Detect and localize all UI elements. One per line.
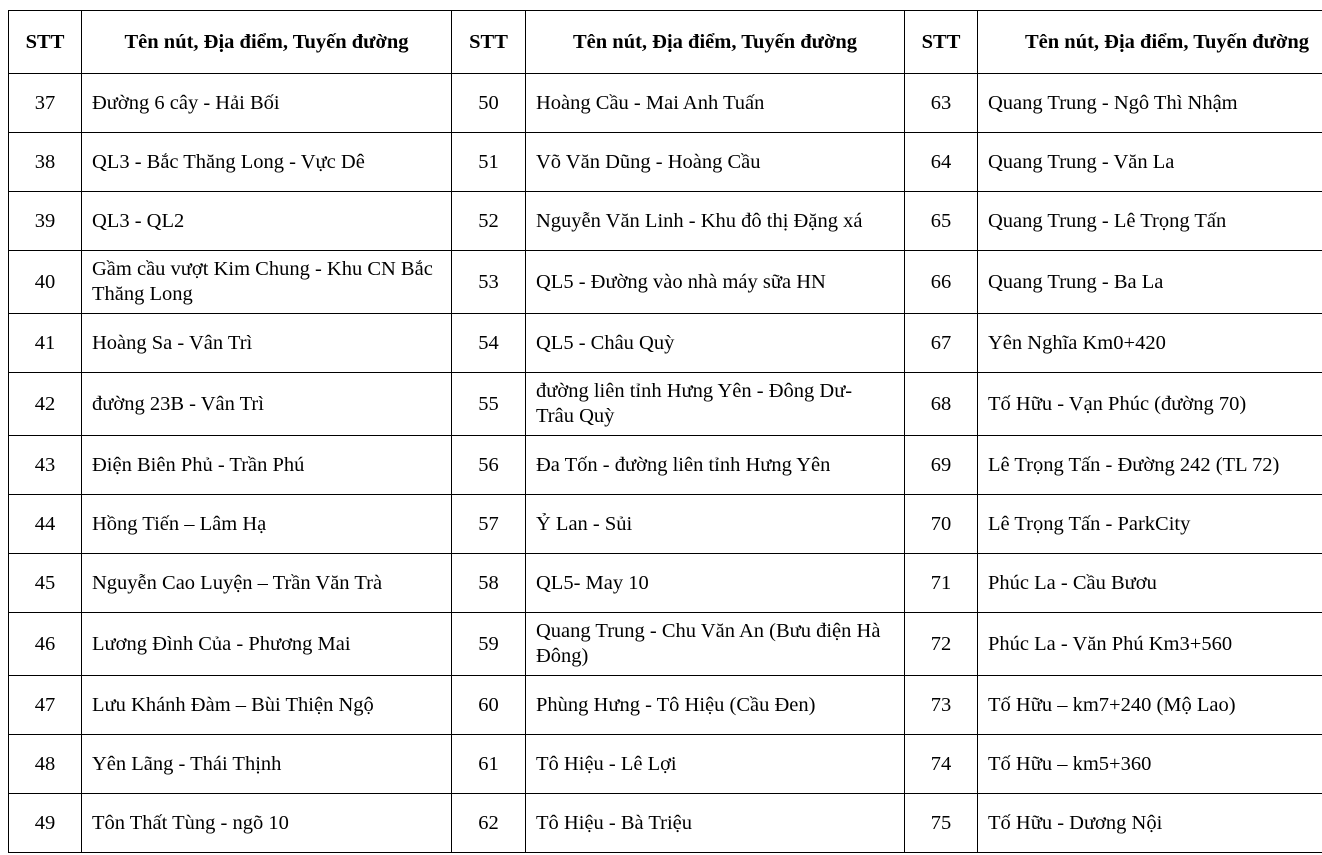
- cell-stt: 55: [452, 373, 526, 436]
- cell-name: Quang Trung - Chu Văn An (Bưu điện Hà Đông): [526, 613, 905, 676]
- cell-name: QL5 - Đường vào nhà máy sữa HN: [526, 251, 905, 314]
- table-row: [9, 133, 1322, 192]
- table-row: [9, 613, 1322, 676]
- cell-stt: 50: [452, 74, 526, 133]
- cell-stt: 74: [905, 735, 978, 794]
- cell-name: Võ Văn Dũng - Hoàng Cầu: [526, 133, 905, 192]
- cell-name: đường liên tỉnh Hưng Yên - Đông Dư- Trâu Quỳ: [526, 373, 905, 436]
- cell-name: QL3 - Bắc Thăng Long - Vực Dê: [82, 133, 452, 192]
- cell-stt: 54: [452, 314, 526, 373]
- cell-stt: 63: [905, 74, 978, 133]
- cell-name: Quang Trung - Ngô Thì Nhậm: [978, 74, 1322, 133]
- table-row: [9, 373, 1322, 436]
- cell-stt: 52: [452, 192, 526, 251]
- cell-stt: 40: [9, 251, 82, 314]
- cell-name: Tố Hữu - Vạn Phúc (đường 70): [978, 373, 1322, 436]
- cell-name: Nguyễn Cao Luyện – Trần Văn Trà: [82, 554, 452, 613]
- cell-stt: 60: [452, 676, 526, 735]
- cell-name: Tố Hữu - Dương Nội: [978, 794, 1322, 853]
- cell-name: Tô Hiệu - Bà Triệu: [526, 794, 905, 853]
- cell-name: Tố Hữu – km7+240 (Mộ Lao): [978, 676, 1322, 735]
- cell-name: Phúc La - Cầu Bươu: [978, 554, 1322, 613]
- road-intersection-table: [8, 10, 1322, 853]
- cell-stt: 68: [905, 373, 978, 436]
- cell-stt: 59: [452, 613, 526, 676]
- cell-stt: 44: [9, 495, 82, 554]
- cell-name: Gầm cầu vượt Kim Chung - Khu CN Bắc Thăng Long: [82, 251, 452, 314]
- cell-name: QL3 - QL2: [82, 192, 452, 251]
- table-row: [9, 192, 1322, 251]
- cell-stt: 41: [9, 314, 82, 373]
- cell-name: Yên Nghĩa Km0+420: [978, 314, 1322, 373]
- cell-name: Yên Lãng - Thái Thịnh: [82, 735, 452, 794]
- cell-name: Đường 6 cây - Hải Bối: [82, 74, 452, 133]
- column-header-name-2: Tên nút, Địa điểm, Tuyến đường: [526, 11, 905, 74]
- cell-name: Hoàng Sa - Vân Trì: [82, 314, 452, 373]
- cell-name: QL5 - Châu Quỳ: [526, 314, 905, 373]
- cell-name: Quang Trung - Văn La: [978, 133, 1322, 192]
- cell-stt: 53: [452, 251, 526, 314]
- table-row: [9, 554, 1322, 613]
- cell-stt: 47: [9, 676, 82, 735]
- cell-stt: 73: [905, 676, 978, 735]
- column-header-name-1: Tên nút, Địa điểm, Tuyến đường: [82, 11, 452, 74]
- cell-stt: 39: [9, 192, 82, 251]
- cell-name: Lê Trọng Tấn - ParkCity: [978, 495, 1322, 554]
- cell-stt: 49: [9, 794, 82, 853]
- cell-stt: 45: [9, 554, 82, 613]
- cell-name: Lưu Khánh Đàm – Bùi Thiện Ngộ: [82, 676, 452, 735]
- table-row: [9, 251, 1322, 314]
- cell-name: Phùng Hưng - Tô Hiệu (Cầu Đen): [526, 676, 905, 735]
- table-header: [9, 11, 1322, 74]
- cell-name: Hoàng Cầu - Mai Anh Tuấn: [526, 74, 905, 133]
- cell-name: Nguyễn Văn Linh - Khu đô thị Đặng xá: [526, 192, 905, 251]
- table-row: [9, 495, 1322, 554]
- cell-stt: 67: [905, 314, 978, 373]
- cell-stt: 48: [9, 735, 82, 794]
- table-row: [9, 676, 1322, 735]
- table-header-row: [9, 11, 1322, 74]
- cell-name: Ỷ Lan - Sủi: [526, 495, 905, 554]
- table-row: [9, 74, 1322, 133]
- cell-stt: 42: [9, 373, 82, 436]
- cell-stt: 70: [905, 495, 978, 554]
- cell-stt: 37: [9, 74, 82, 133]
- cell-stt: 64: [905, 133, 978, 192]
- table-row: [9, 735, 1322, 794]
- cell-stt: 57: [452, 495, 526, 554]
- cell-stt: 38: [9, 133, 82, 192]
- cell-stt: 69: [905, 436, 978, 495]
- cell-name: Phúc La - Văn Phú Km3+560: [978, 613, 1322, 676]
- cell-stt: 46: [9, 613, 82, 676]
- cell-name: Tố Hữu – km5+360: [978, 735, 1322, 794]
- cell-name: Tôn Thất Tùng - ngõ 10: [82, 794, 452, 853]
- cell-stt: 58: [452, 554, 526, 613]
- table-row: [9, 794, 1322, 853]
- cell-stt: 62: [452, 794, 526, 853]
- cell-stt: 75: [905, 794, 978, 853]
- cell-name: Quang Trung - Ba La: [978, 251, 1322, 314]
- column-header-stt-2: STT: [452, 11, 526, 74]
- cell-stt: 56: [452, 436, 526, 495]
- cell-name: Lê Trọng Tấn - Đường 242 (TL 72): [978, 436, 1322, 495]
- cell-name: Đa Tốn - đường liên tỉnh Hưng Yên: [526, 436, 905, 495]
- table-body: [9, 74, 1322, 853]
- cell-stt: 66: [905, 251, 978, 314]
- cell-name: Quang Trung - Lê Trọng Tấn: [978, 192, 1322, 251]
- cell-name: Điện Biên Phủ - Trần Phú: [82, 436, 452, 495]
- cell-stt: 51: [452, 133, 526, 192]
- cell-stt: 71: [905, 554, 978, 613]
- cell-name: Hồng Tiến – Lâm Hạ: [82, 495, 452, 554]
- cell-stt: 65: [905, 192, 978, 251]
- table-row: [9, 436, 1322, 495]
- column-header-stt-1: STT: [9, 11, 82, 74]
- column-header-stt-3: STT: [905, 11, 978, 74]
- column-header-name-3: Tên nút, Địa điểm, Tuyến đường: [978, 11, 1322, 74]
- cell-name: QL5- May 10: [526, 554, 905, 613]
- table-row: [9, 314, 1322, 373]
- cell-stt: 61: [452, 735, 526, 794]
- cell-name: Tô Hiệu - Lê Lợi: [526, 735, 905, 794]
- cell-name: đường 23B - Vân Trì: [82, 373, 452, 436]
- cell-stt: 72: [905, 613, 978, 676]
- cell-name: Lương Đình Của - Phương Mai: [82, 613, 452, 676]
- cell-stt: 43: [9, 436, 82, 495]
